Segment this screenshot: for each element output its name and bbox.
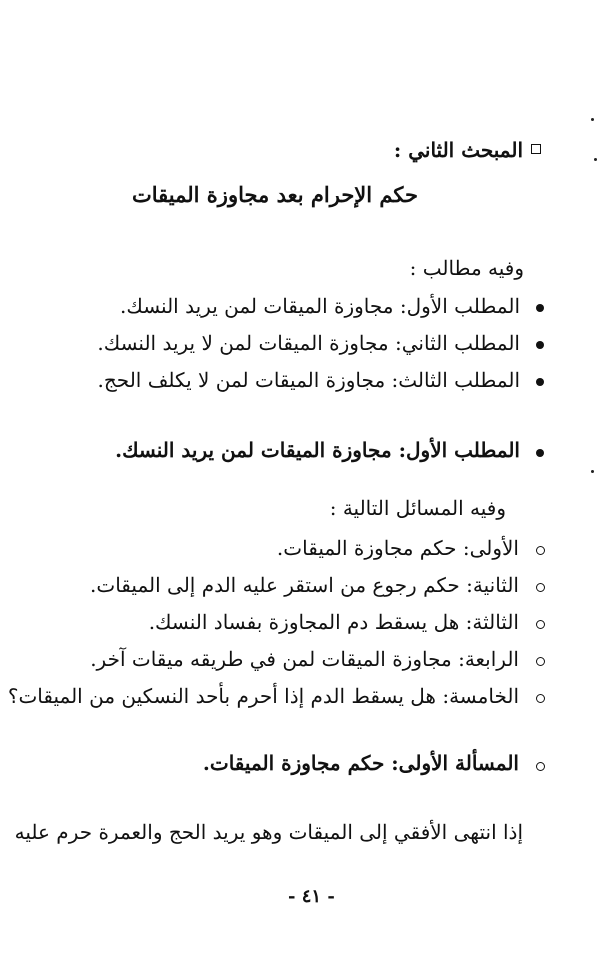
square-bullet-icon [531,144,541,154]
page-number: - ٤١ - [288,886,335,907]
circle-bullet-icon [536,620,545,629]
list-item: الثانية: حكم رجوع من استقر عليه الدم إلى الميقات. [90,573,519,597]
bullet-icon [536,304,544,312]
bullet-icon [536,341,544,349]
circle-bullet-icon [536,694,545,703]
intro-text: وفيه المسائل التالية : [329,496,506,520]
list-item: الثالثة: هل يسقط دم المجاوزة بفساد النسك. [148,610,519,634]
section-heading: المبحث الثاني : [393,138,523,162]
list-item: الرابعة: مجاوزة الميقات لمن في طريقه ميقات آخر. [90,647,519,671]
scan-speck [591,470,594,473]
list-item: المطلب الأول: مجاوزة الميقات لمن يريد النسك. [120,294,520,318]
subsection-heading: المطلب الأول: مجاوزة الميقات لمن يريد النسك. [115,438,520,462]
subsection-heading: المسألة الأولى: حكم مجاوزة الميقات. [202,751,519,775]
list-item: الخامسة: هل يسقط الدم إذا أحرم بأحد النسكين من الميقات؟ [7,684,519,708]
scan-speck [594,158,597,161]
circle-bullet-icon [536,762,545,771]
circle-bullet-icon [536,546,545,555]
circle-bullet-icon [536,657,545,666]
scan-speck [591,118,594,121]
list-item: المطلب الثاني: مجاوزة الميقات لمن لا يريد النسك. [97,331,520,355]
bullet-icon [536,449,544,457]
bullet-icon [536,378,544,386]
list-item: الأولى: حكم مجاوزة الميقات. [276,536,519,560]
intro-text: وفيه مطالب : [409,256,524,280]
list-item: المطلب الثالث: مجاوزة الميقات لمن لا يكلف الحج. [97,368,520,392]
circle-bullet-icon [536,583,545,592]
body-text: إذا انتهى الأفقي إلى الميقات وهو يريد الحج والعمرة حرم عليه [14,820,523,844]
section-title: حكم الإحرام بعد مجاوزة الميقات [131,182,418,207]
